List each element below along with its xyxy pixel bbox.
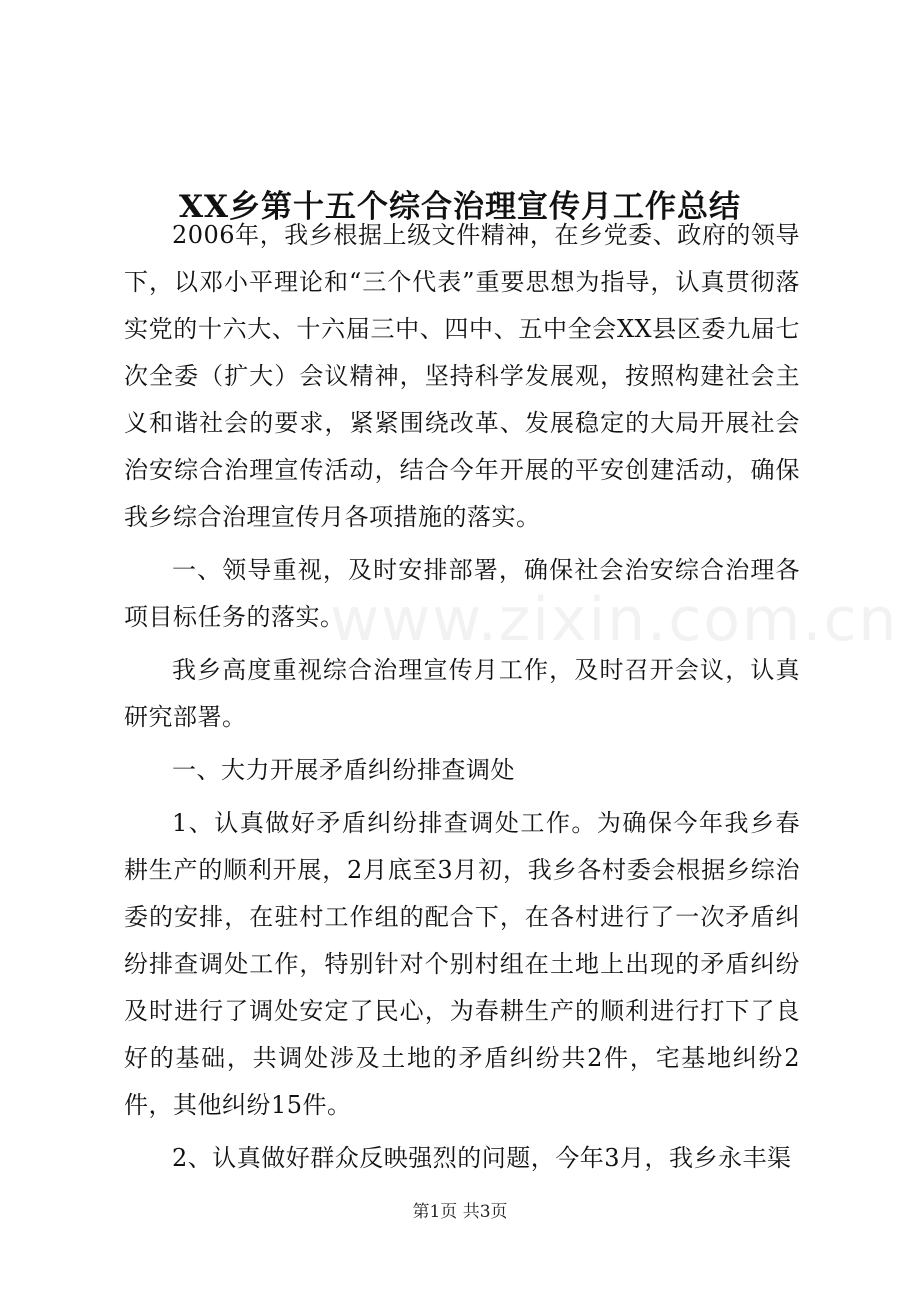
- paragraph-intro: 2006年，我乡根据上级文件精神，在乡党委、政府的领导下，以邓小平理论和“三个代表”重要思想为指导，认真贯彻落实党的十六大、十六届三中、四中、五中全会XX县区委九届七次全委（扩大）会议精神，坚持科学发展观，按照构建社会主义和谐社会的要求，紧紧围绕改革、发展稳定的大局开展社会治安综合治理宣传活动，结合今年开展的平安创建活动，确保我乡综合治理宣传月各项措施的落实。: [124, 221, 800, 531]
- page-footer: 第1页 共3页: [412, 1202, 508, 1222]
- paragraph-section-1-body: 我乡高度重视综合治理宣传月工作，及时召开会议，认真研究部署。: [124, 656, 800, 731]
- document-title: XX乡第十五个综合治理宣传月工作总结: [178, 188, 742, 225]
- watermark: www.zixin.com.cn: [330, 585, 899, 655]
- paragraph-section-heading-2: 一、大力开展矛盾纠纷排查调处: [172, 756, 515, 784]
- paragraph-section-heading-1: 一、领导重视，及时安排部署，确保社会治安综合治理各项目标任务的落实。: [124, 556, 800, 631]
- document-body: [124, 212, 800, 1188]
- paragraph-item-1: 1、认真做好矛盾纠纷排查调处工作。为确保今年我乡春耕生产的顺利开展，2月底至3月初，我乡各村委会根据乡综治委的安排，在驻村工作组的配合下，在各村进行了一次矛盾纠纷排查调处工作，特别针对个别村组在土地上出现的矛盾纠纷及时进行了调处安定了民心，为春耕生产的顺利进行打下了良好的基础，共调处涉及土地的矛盾纠纷共2件，宅基地纠纷2件，其他纠纷15件。: [124, 809, 800, 1119]
- paragraph-item-2: 2、认真做好群众反映强烈的问题，今年3月，我乡永丰渠: [172, 1144, 792, 1172]
